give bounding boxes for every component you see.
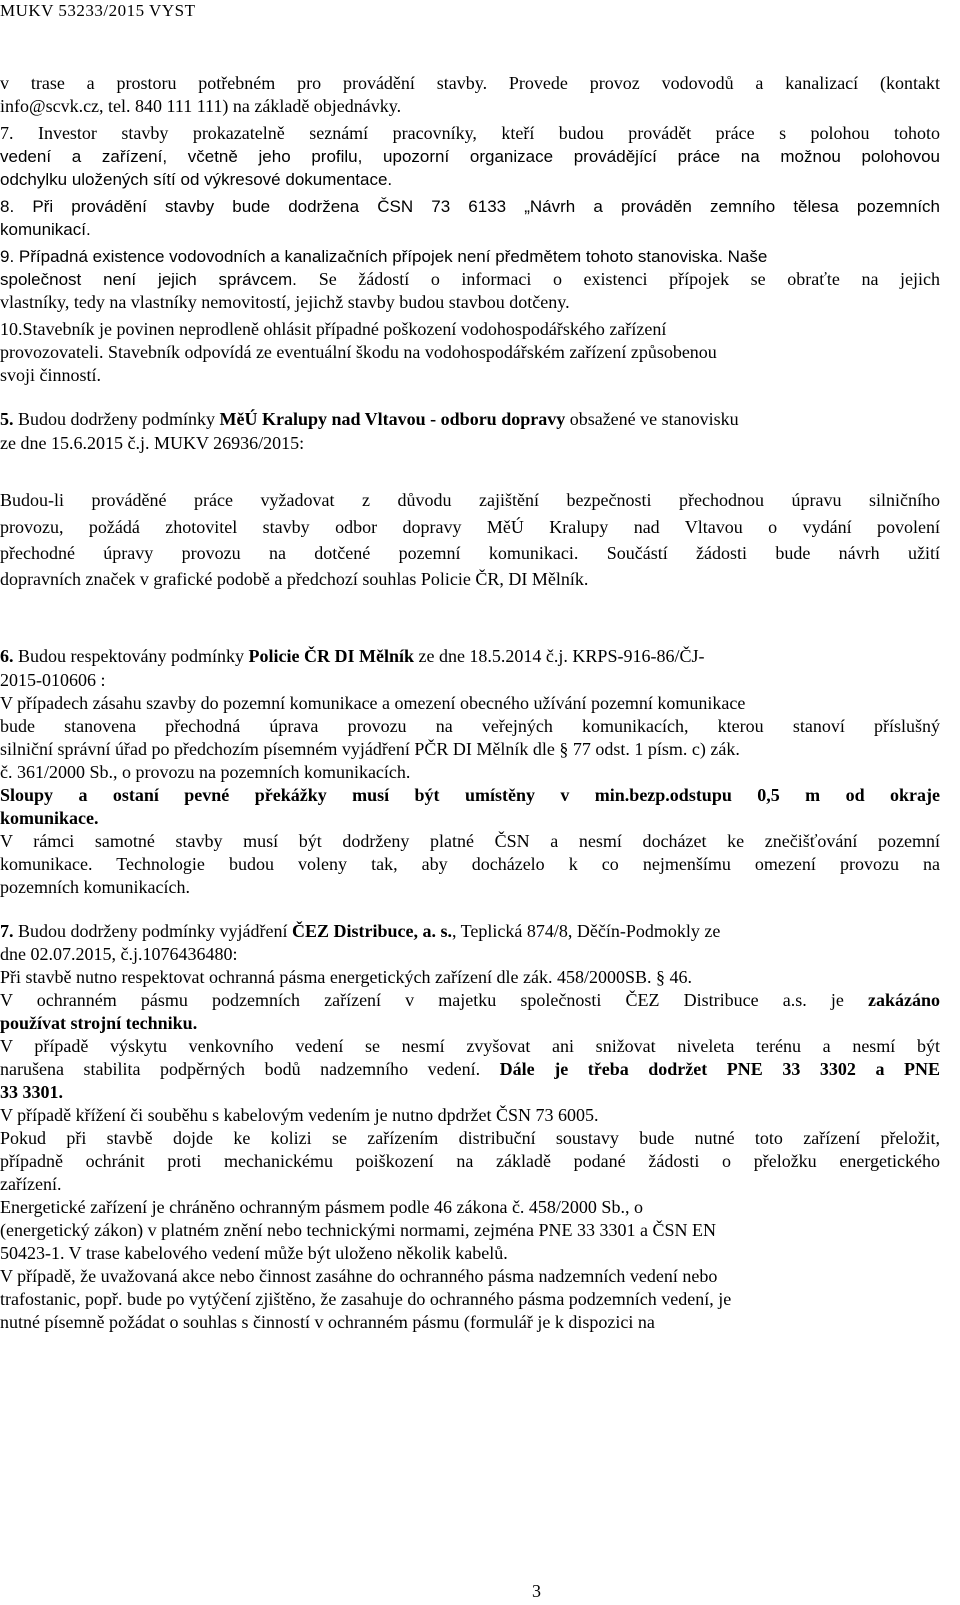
text-line <box>0 715 940 737</box>
text-line <box>0 245 767 268</box>
text-line <box>0 989 940 1011</box>
text-run: vedení a zařízení, včetně jeho profilu, upozorní organizace provádějící práce na možnou polohovou <box>0 147 940 166</box>
text-line <box>0 1081 63 1103</box>
text-run: 9. Případná existence vodovodních a kanalizačních přípojek není předmětem tohoto stanoviska. Naše <box>0 247 768 266</box>
text-line <box>0 291 570 313</box>
text-run: bude stanovena přechodná úprava provozu na veřejných komunikacích, kterou stanoví příslušný <box>0 716 940 736</box>
text-run: Budou respektovány podmínky <box>13 646 249 666</box>
text-line <box>0 1150 940 1172</box>
text-run: ze dne 15.6.2015 č.j. MUKV 26936/2015: <box>0 433 305 453</box>
text-line <box>0 95 401 117</box>
text-run: obsažené ve stanovisku <box>565 409 739 429</box>
text-run: provozu, požádá zhotovitel stavby odbor dopravy MěÚ Kralupy nad Vltavou o vydání povolení <box>0 517 940 537</box>
text-run: V případě křížení či souběhu s kabelovým vedením je nutno dpdržet ČSN 73 6005. <box>0 1105 599 1125</box>
text-line <box>0 1058 940 1080</box>
text-run: Pokud při stavbě dojde ke kolizi se zařízením distribuční soustavy bude nutné toto zařízení přeložit, <box>0 1128 940 1148</box>
text-run: V případě, že uvažovaná akce nebo činnost zasáhne do ochranného pásma nadzemních vedení nebo <box>0 1266 718 1286</box>
text-run: v trase a prostoru potřebném pro provádění stavby. Provede provoz vodovodů a kanalizací (kontakt <box>0 73 940 93</box>
text-line <box>0 489 940 511</box>
text-run: , Teplická 874/8, Děčín-Podmokly ze <box>451 921 721 941</box>
document-header: MUKV 53233/2015 VYST <box>0 1 196 20</box>
text-line <box>0 516 940 538</box>
bold-text: 5. <box>0 409 14 429</box>
text-run: Při stavbě nutno respektovat ochranná pásma energetických zařízení dle zák. 458/2000SB. § 46. <box>0 967 692 987</box>
text-line <box>0 692 745 714</box>
bold-text: Dále je třeba dodržet PNE 33 3302 a PNE <box>499 1059 940 1079</box>
text-run: 2015-010606 : <box>0 670 106 690</box>
bold-text: zakázáno <box>868 990 940 1010</box>
text-line <box>0 432 304 454</box>
text-line <box>0 218 91 241</box>
text-run: V případě výskytu venkovního vedení se nesmí zvyšovat ani snižovat niveleta terénu a nesmí být <box>0 1036 940 1056</box>
text-run: silniční správní úřad po předchozím písemném vyjádření PČR DI Mělník dle § 77 odst. 1 písm. c) zák. <box>0 739 740 759</box>
text-line <box>0 1035 940 1057</box>
text-run: dopravních značek v grafické podobě a předchozí souhlas Policie ČR, DI Mělník. <box>0 569 589 589</box>
text-line <box>0 1012 197 1034</box>
text-line <box>0 195 940 218</box>
text-line <box>0 920 720 942</box>
text-run: odchylku uložených sítí od výkresové dokumentace. <box>0 170 393 189</box>
text-run: ze dne 18.5.2014 č.j. KRPS-916-86/ČJ- <box>413 646 705 666</box>
text-run: (energetický zákon) v platném znění nebo technickými normami, zejména PNE 33 3301 a ČSN EN <box>0 1220 716 1240</box>
text-run: V ochranném pásmu podzemních zařízení v majetku společnosti ČEZ Distribuce a.s. je <box>0 990 868 1010</box>
text-run: 50423-1. V trase kabelového vedení může být uloženo několik kabelů. <box>0 1243 508 1263</box>
text-run: V případech zásahu szavby do pozemní komunikace a omezení obecného užívání pozemní komunikace <box>0 693 746 713</box>
text-run: případně ochránit proti mechanickému poiškození na základě podané žádosti o přeložku energetického <box>0 1151 940 1171</box>
text-run: 10.Stavebník je povinen neprodleně ohlásit případné poškození vodohospodářského zařízení <box>0 319 667 339</box>
text-line <box>0 784 940 806</box>
text-line <box>0 168 392 191</box>
text-line <box>0 1219 716 1241</box>
text-line <box>0 318 666 340</box>
bold-text: komunikace. <box>0 808 99 828</box>
bold-text: Sloupy a ostaní pevné překážky musí být umístěny v min.bezp.odstupu 0,5 m od okraje <box>0 785 940 805</box>
text-run: Budou dodrženy podmínky vyjádření <box>13 921 292 941</box>
text-run: 7. Investor stavby prokazatelně seznámí pracovníky, kteří budou provádět práce s polohou tohoto <box>0 123 940 143</box>
bold-text: ČEZ Distribuce, a. s. <box>291 921 452 941</box>
text-run: 8. Při provádění stavby bude dodržena ČSN 73 6133 „Návrh a prováděn zemního tělesa pozemních <box>0 197 940 216</box>
text-run: Budou dodrženy podmínky <box>13 409 220 429</box>
bold-text: 7. <box>0 921 14 941</box>
text-run: narušena stabilita podpěrných bodů nadzemního vedení. <box>0 1059 500 1079</box>
text-run: info@scvk.cz, tel. 840 111 111) na základě objednávky. <box>0 96 402 116</box>
text-line <box>0 72 940 94</box>
text-line <box>0 1173 61 1195</box>
bold-text: Policie ČR DI Mělník <box>248 646 414 666</box>
text-line <box>0 669 106 691</box>
text-run: komunikací. <box>0 220 91 239</box>
text-line <box>0 830 940 852</box>
text-line <box>0 341 717 363</box>
text-line <box>0 1127 940 1149</box>
bold-text: 33 3301. <box>0 1082 63 1102</box>
text-line <box>0 364 101 386</box>
text-run: vlastníky, tedy na vlastníky nemovitostí, jejichž stavby budou stavbou dotčeny. <box>0 292 570 312</box>
text-run: přechodné úpravy provozu na dotčené pozemní komunikaci. Součástí žádosti bude návrh užití <box>0 543 940 563</box>
text-run: nutné písemně požádat o souhlas s činností v ochranném pásmu (formulář je k dispozici na <box>0 1312 655 1332</box>
text-run: provozovateli. Stavebník odpovídá ze eventuální škodu na vodohospodářském zařízení způsobenou <box>0 342 717 362</box>
bold-text: 6. <box>0 646 14 666</box>
text-line <box>0 966 692 988</box>
bold-text: používat strojní techniku. <box>0 1013 198 1033</box>
text-line <box>0 645 704 667</box>
text-line <box>0 1196 643 1218</box>
text-line <box>0 408 739 430</box>
text-run: č. 361/2000 Sb., o provozu na pozemních komunikacích. <box>0 762 411 782</box>
text-line <box>0 738 740 760</box>
text-line <box>0 761 410 783</box>
text-line <box>0 1242 508 1264</box>
text-run: Se žádostí o informaci o existenci přípojek se obraťte na jejich <box>318 269 940 289</box>
text-line <box>0 568 588 590</box>
text-run: svoji činností. <box>0 365 102 385</box>
text-run: společnost není jejich správcem. <box>0 270 319 289</box>
text-run: pozemních komunikacích. <box>0 877 190 897</box>
text-line <box>0 853 940 875</box>
text-run: Energetické zařízení je chráněno ochranným pásmem podle 46 zákona č. 458/2000 Sb., o <box>0 1197 643 1217</box>
text-run: dne 02.07.2015, č.j.1076436480: <box>0 944 238 964</box>
text-line <box>0 122 940 144</box>
text-line <box>0 1288 731 1310</box>
bold-text: MěÚ Kralupy nad Vltavou - odboru dopravy <box>219 409 566 429</box>
text-line <box>0 943 237 965</box>
text-line <box>0 1311 655 1333</box>
text-line <box>0 542 940 564</box>
text-line <box>0 1104 599 1126</box>
text-run: komunikace. Technologie budou voleny tak, aby docházelo k co nejmenšímu omezení provozu na <box>0 854 940 874</box>
text-line <box>0 807 99 829</box>
page-number: 3 <box>532 1581 541 1601</box>
text-run: zařízení. <box>0 1174 62 1194</box>
text-line <box>0 1265 717 1287</box>
text-line <box>0 268 940 291</box>
text-run: trafostanic, popř. bude po vytýčení zjištěno, že zasahuje do ochranného pásma podzemních vedení, je <box>0 1289 732 1309</box>
text-line <box>0 876 190 898</box>
text-run: Budou-li prováděné práce vyžadovat z důvodu zajištění bezpečnosti přechodnou úpravu silničního <box>0 490 940 510</box>
text-run: V rámci samotné stavby musí být dodrženy platné ČSN a nesmí docházet ke znečišťování pozemní <box>0 831 940 851</box>
text-line <box>0 145 940 168</box>
